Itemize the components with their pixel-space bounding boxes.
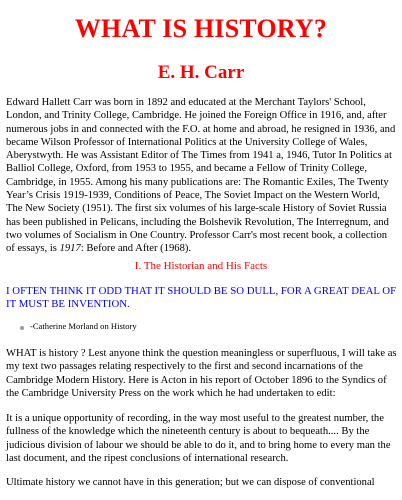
attribution-text: -Catherine Morland on History: [30, 321, 137, 331]
author-bio-text-end: : Before and After (1968).: [80, 243, 192, 255]
body-paragraph: It is a unique opportunity of recording, in the way most useful to the greatest number, the fullness of the knowledge which the nineteenth century is about to bequeath.... By the judicious division of labour we should be able to do it, and to bring home to every man the last document, and the ripest conclusions of international research.: [6, 413, 391, 464]
bullet-icon: [20, 326, 24, 330]
document-title: WHAT IS HISTORY?: [74, 14, 328, 43]
author-bio-text: Edward Hallett Carr was born in 1892 and educated at the Merchant Taylors' School, London, and Trinity College, Cambridge. He joined the Foreign Office in 1916, and, after numerous jobs in and connected with the F.O. at home and abroad, he resigned in 1936, and became Wilson Professor of International Politics at the University College of Wales, Aberystwyth. He was Assistant Editor of The Times from 1941 a, 1946, Tutor In Politics at Balliol College, Oxford, from 1953 to 1955, and became a Fellow of Trinity College, Cambridge, in 1955. Among his many publications are: The Romantic Exiles, The Twenty Year’s Crisis 1919-1939, Conditions of Peace, The Soviet Impact on the Western World, The New Society (1951). The first six volumes of his large-scale History of Soviet Russia has been published in Pelicans, including the Bolshevik Revolution, The Interregnum, and two volumes of Socialism in One Country. Professor Carr's most recent book, a collection of essays, is: [6, 97, 396, 255]
body-paragraph: Ultimate history we cannot have in this generation; but we can dispose of conventional: [6, 477, 375, 488]
body-paragraph: WHAT is history ? Lest anyone think the question meaningless or superfluous, I will take as my text two passages relating respectively to the first and second incarnations of the Cambridge Modern History. Here is Acton in his report of October 1896 to the Syndics of the Cambridge University Press on the work which he had undertaken to edit:: [6, 348, 397, 399]
epigraph-attribution: [20, 321, 137, 332]
author-bio: [6, 96, 398, 256]
author-bio-book-italic: 1917: [59, 243, 81, 255]
section-heading[interactable]: I. The Historian and His Facts: [134, 260, 268, 272]
epigraph-quote: I OFTEN THINK IT ODD THAT IT SHOULD BE SO DULL, FOR A GREAT DEAL OF IT MUST BE INVENTION.: [6, 285, 397, 311]
document-author: E. H. Carr: [157, 62, 245, 83]
